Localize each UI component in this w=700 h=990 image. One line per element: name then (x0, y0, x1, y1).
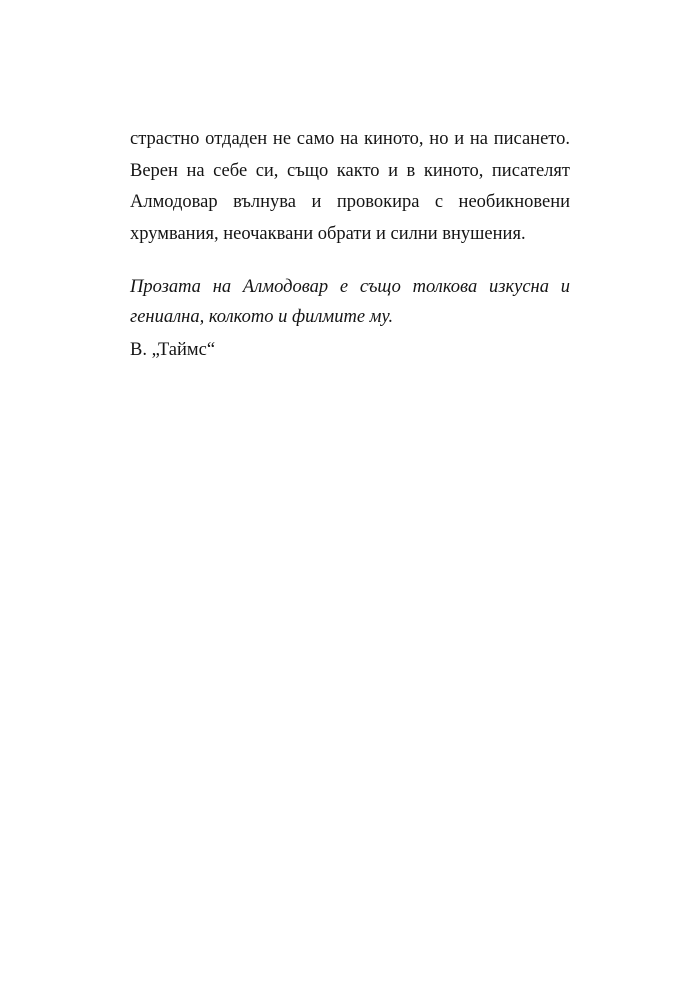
paragraph-line: страстно отдаден не само на киното, но и на писането. (130, 129, 570, 149)
quote-line: гениална, колкото и филмите му. (130, 307, 394, 327)
body-paragraph (130, 124, 570, 250)
review-quote (130, 272, 570, 332)
paragraph-line: хрумвания, неочаквани обрати и силни внушения. (130, 223, 526, 244)
quote-attribution: В. „Таймс“ (130, 340, 216, 360)
quote-line: Прозата на Алмодовар е също толкова изкусна и (130, 277, 570, 297)
paragraph-line: Алмодовар вълнува и провокира с необикновени (130, 192, 570, 213)
paragraph-line: Верен на себе си, също както и в киното, писателят (130, 160, 570, 181)
